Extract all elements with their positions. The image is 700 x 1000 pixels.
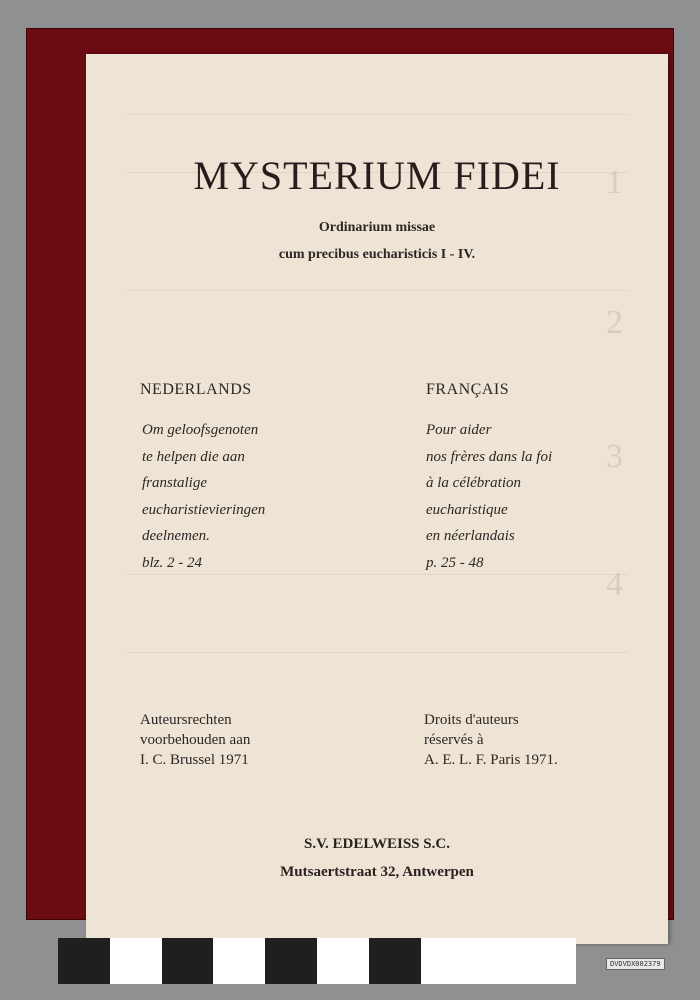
calibration-swatch: [524, 938, 576, 984]
scan-calibration-bar: [58, 938, 576, 984]
french-line: à la célébration: [426, 475, 521, 491]
dutch-rights: [140, 710, 250, 770]
french-rights-line: Droits d'auteurs: [424, 712, 519, 728]
calibration-swatch: [421, 938, 473, 984]
subtitle-line-1: Ordinarium missae: [318, 220, 436, 235]
calibration-swatch: [58, 938, 110, 984]
french-rights-line: A. E. L. F. Paris 1971.: [424, 752, 558, 768]
french-description: [426, 417, 552, 576]
calibration-swatch: [265, 938, 317, 984]
dutch-line: franstalige: [142, 475, 208, 491]
subtitle-line-2: cum precibus eucharisticis I - IV.: [278, 247, 476, 262]
dutch-line: Om geloofsgenoten: [142, 422, 259, 438]
french-line: en néerlandais: [426, 528, 515, 544]
calibration-swatch: [317, 938, 369, 984]
dutch-rights-line: Auteursrechten: [140, 712, 232, 728]
french-page-range: p. 25 - 48: [426, 554, 484, 571]
calibration-swatch: [213, 938, 265, 984]
publisher-name: S.V. EDELWEISS S.C.: [304, 836, 450, 852]
french-line: eucharistique: [426, 501, 508, 518]
show-through-texture: 1 2 3 4: [86, 54, 668, 944]
french-line: Pour aider: [426, 422, 492, 438]
calibration-swatch: [369, 938, 421, 984]
dutch-line: te helpen die aan: [142, 448, 245, 465]
french-line: nos frères dans la foi: [426, 448, 553, 465]
french-rights-line: réservés à: [424, 732, 484, 748]
publisher-address: Mutsaertstraat 32, Antwerpen: [280, 864, 474, 880]
document-title: MYSTERIUM FIDEI: [193, 153, 561, 198]
dutch-line: deelnemen.: [142, 528, 210, 544]
dutch-page-range: blz. 2 - 24: [142, 554, 202, 571]
title-page: [86, 54, 668, 944]
dutch-description: [142, 417, 265, 576]
calibration-swatch: [110, 938, 162, 984]
french-heading: FRANÇAIS: [426, 381, 510, 398]
booklet-cover: [26, 28, 674, 920]
dutch-heading: NEDERLANDS: [140, 381, 252, 398]
dutch-rights-line: I. C. Brussel 1971: [140, 752, 249, 768]
french-rights: [424, 710, 558, 770]
calibration-swatch: [162, 938, 214, 984]
dutch-line: eucharistievieringen: [142, 501, 266, 518]
dutch-rights-line: voorbehouden aan: [140, 732, 251, 748]
reference-label: DVDVDX002379: [606, 958, 665, 970]
calibration-swatch: [472, 938, 524, 984]
